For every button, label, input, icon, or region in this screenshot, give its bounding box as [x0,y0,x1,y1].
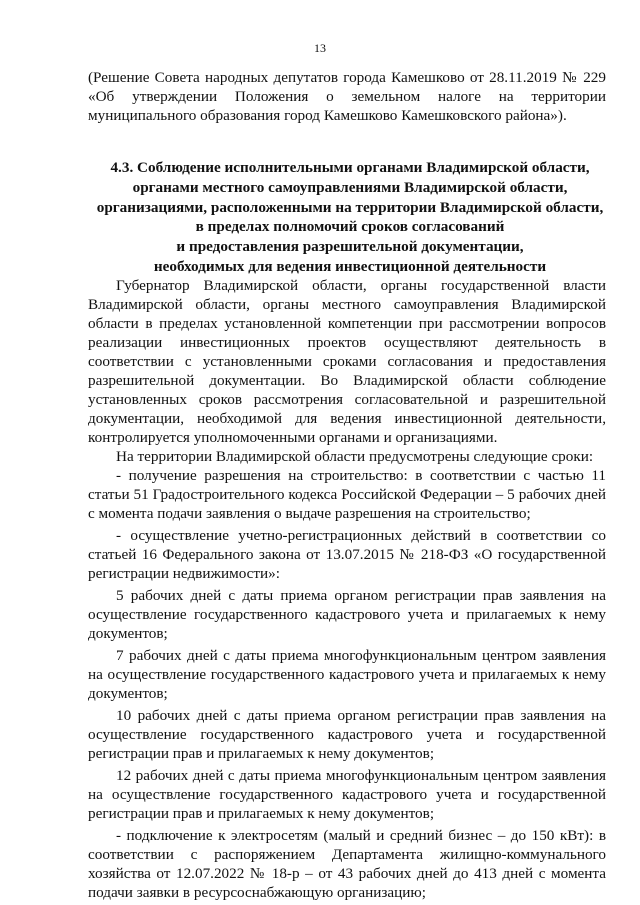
list-item: - подключение к электросетям (малый и средний бизнес – до 150 кВт): в соответствии с распоряжением Департамента жилищно-коммунального хозяйства от 12.07.2022 № 18-р – от 43 рабочих дней до 413 дней с момента подачи заявки в ресурсоснабжающую организацию; [88,827,606,901]
section-heading [80,158,620,277]
list-item: - осуществление учетно-регистрационных действий в соответствии со статьей 16 Федерального закона от 13.07.2015 № 218-ФЗ «О государственной регистрации недвижимости»: [88,527,606,582]
list-item: 10 рабочих дней с даты приема органом регистрации прав заявления на осуществление государственного кадастрового учета и государственной регистрации прав и прилагаемых к нему документов; [88,707,606,762]
section-heading-line: и предоставления разрешительной документации, [176,238,524,256]
section-body [88,276,606,902]
list-item: - получение разрешения на строительство: в соответствии с частью 11 статьи 51 Градостроительного кодекса Российской Федерации – 5 рабочих дней с момента подачи заявления о выдаче разрешения на строительство; [88,467,606,522]
list-item: 7 рабочих дней с даты приема многофункциональным центром заявления на осуществление государственного кадастрового учета и прилагаемых к нему документов; [88,647,606,702]
intro-paragraph: (Решение Совета народных депутатов города Камешково от 28.11.2019 № 229 «Об утверждении Положения о земельном налоге на территории муниципального образования город Камешково Камешковского района»). [88,69,606,124]
list-item: 5 рабочих дней с даты приема органом регистрации прав заявления на осуществление государственного кадастрового учета и прилагаемых к нему документов; [88,587,606,642]
section-heading-line: в пределах полномочий сроков согласований [195,218,505,236]
section-heading-line: организациями, расположенными на территории Владимирской области, [96,198,604,216]
section-heading-line: органами местного самоуправлениями Владимирской области, [132,178,568,196]
section-heading-line: необходимых для ведения инвестиционной деятельности [153,257,547,275]
body-paragraph: На территории Владимирской области предусмотрены следующие сроки: [116,448,594,465]
body-paragraph: Губернатор Владимирской области, органы государственной власти Владимирской области, органы местного самоуправления Владимирской области в пределах установленной компетенции при рассмотрении вопросов реализации инвестиционных проектов осуществляют деятельность в соответствии с установленными сроками согласования и предоставления разрешительной документации. Во Владимирской области соблюдение установленных сроков рассмотрения согласовательной и разрешительной документации, необходимой для ведения инвестиционной деятельности, контролируется уполномоченными органами и организациями. [88,277,606,446]
section-heading-line: 4.3. Соблюдение исполнительными органами Владимирской области, [110,159,590,176]
page-number: 13 [314,41,326,55]
list-item: 12 рабочих дней с даты приема многофункциональным центром заявления на осуществление государственного кадастрового учета и государственной регистрации прав и прилагаемых к нему документов; [88,767,606,822]
